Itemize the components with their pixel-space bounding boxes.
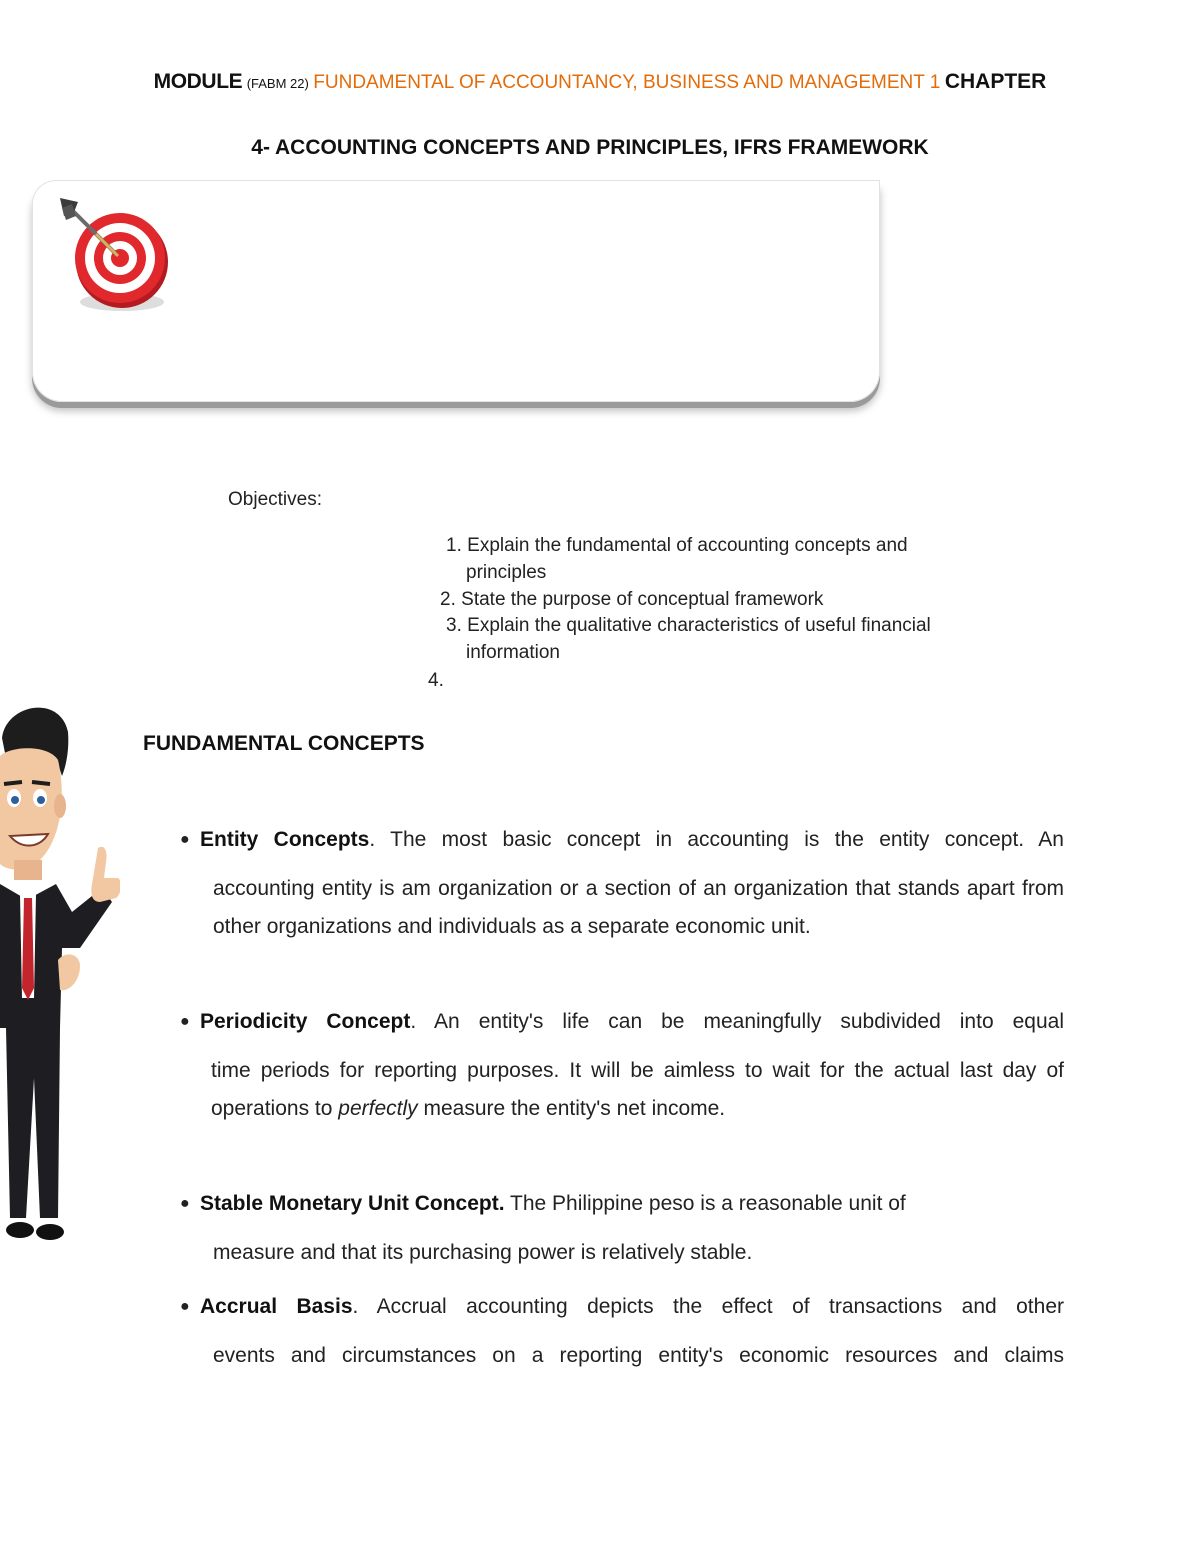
target-with-dart-icon [52, 190, 182, 320]
concept-first-line [180, 1006, 1064, 1038]
bullet-icon: ● [180, 831, 190, 848]
concept-body-text: measure the entity's net income. [417, 1097, 726, 1120]
concept-term: Accrual Basis [200, 1295, 353, 1318]
objective-item [440, 586, 1000, 613]
concept-periodicity [180, 1006, 1064, 1128]
module-label: MODULE [153, 70, 243, 93]
concept-body-emphasis: perfectly [338, 1097, 418, 1120]
concept-lead-text: . Accrual accounting depicts the effect of transactions and other [352, 1295, 1064, 1318]
objective-number: 2. [440, 589, 456, 610]
objectives-label: Objectives: [228, 489, 322, 510]
bullet-icon: ● [180, 1298, 190, 1315]
concept-body: events and circumstances on a reporting entity's economic resources and claims [213, 1344, 1064, 1367]
objective-item [446, 612, 1016, 666]
objective-number: 1. [446, 535, 462, 556]
concept-body: measure and that its purchasing power is relatively stable. [213, 1241, 753, 1264]
concept-body: accounting entity is am organization or a section of an organization that stands apart from other organizations and individuals as a separate economic unit. [213, 877, 1064, 938]
bullet-icon: ● [180, 1013, 190, 1030]
chapter-label: CHAPTER [944, 70, 1047, 93]
objective-text: Explain the qualitative characteristics of useful financial [467, 615, 931, 636]
concept-lead-text: The Philippine peso is a reasonable unit of [504, 1192, 906, 1215]
concept-entity [180, 824, 1064, 946]
objective-text: State the purpose of conceptual framework [461, 589, 824, 610]
objective-text: Explain the fundamental of accounting concepts and [467, 535, 908, 556]
concept-stable-monetary-unit [180, 1188, 1064, 1272]
concept-body-text: time periods for reporting purposes. It will be aimless to wait for the actual last day of operations to [211, 1059, 1064, 1120]
concept-first-line [180, 824, 1064, 856]
concept-first-line [180, 1188, 1064, 1220]
bullet-icon: ● [180, 1195, 190, 1212]
objective-text-continued: principles [466, 562, 547, 583]
objective-number: 4. [428, 670, 444, 691]
section-heading: FUNDAMENTAL CONCEPTS [143, 732, 425, 755]
concept-first-line [180, 1291, 1064, 1323]
concept-body [211, 1052, 1064, 1128]
concept-lead-text: . The most basic concept in accounting is the entity concept. An [369, 828, 1064, 851]
subject-title: FUNDAMENTAL OF ACCOUNTANCY, BUSINESS AND MANAGEMENT 1 [313, 72, 941, 93]
concept-term: Stable Monetary Unit Concept. [200, 1192, 505, 1215]
module-code: (FABM 22) [246, 76, 309, 91]
objective-item [446, 532, 1006, 586]
concept-lead-text: . An entity's life can be meaningfully subdivided into equal [410, 1010, 1065, 1033]
concept-accrual-basis [180, 1291, 1064, 1375]
businessman-thumbs-up-illustration [0, 698, 120, 1260]
concept-term: Entity Concepts [200, 828, 370, 851]
objective-number: 3. [446, 615, 462, 636]
chapter-title: 4- ACCOUNTING CONCEPTS AND PRINCIPLES, IFRS FRAMEWORK [251, 136, 929, 159]
concept-term: Periodicity Concept [200, 1010, 411, 1033]
objective-text-continued: information [466, 642, 560, 663]
module-header [0, 70, 1200, 94]
